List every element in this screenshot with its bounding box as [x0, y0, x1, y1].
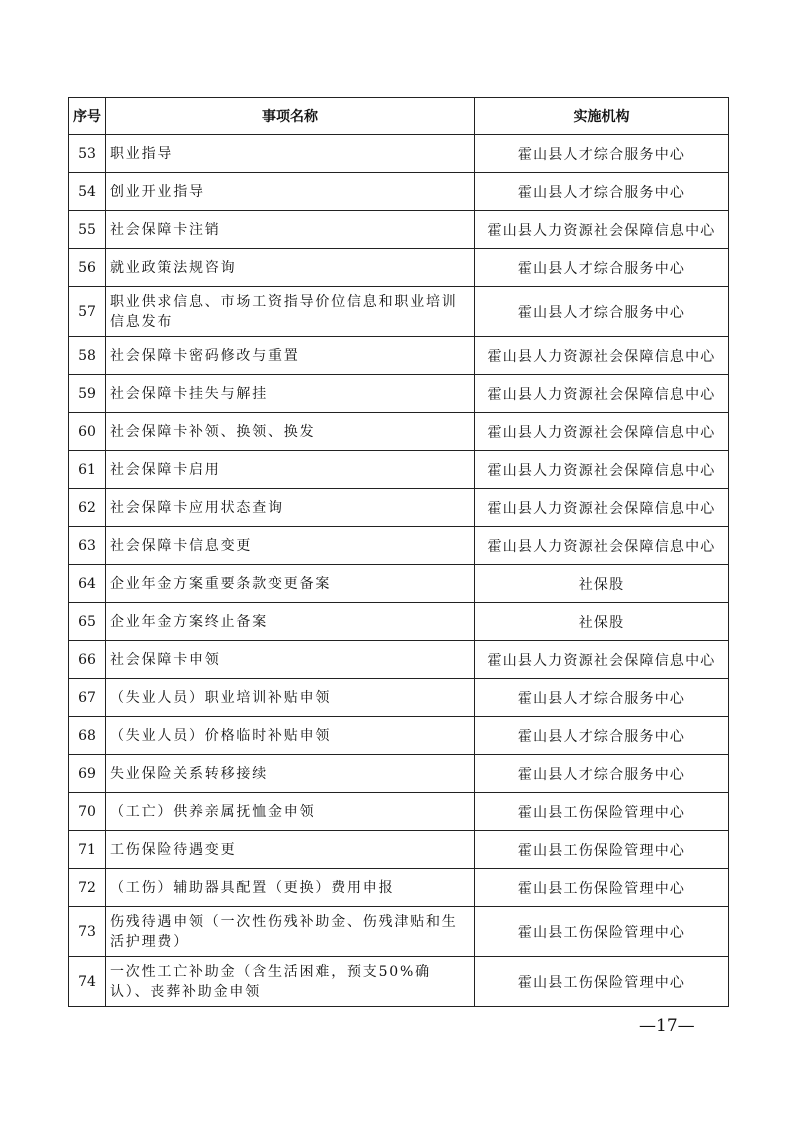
- cell-item-name: 社会保障卡应用状态查询: [106, 489, 475, 527]
- cell-implementing-agency: 霍山县工伤保险管理中心: [475, 907, 729, 957]
- cell-item-name: 社会保障卡申领: [106, 641, 475, 679]
- cell-serial-number: 74: [69, 957, 106, 1007]
- cell-implementing-agency: 霍山县人力资源社会保障信息中心: [475, 337, 729, 375]
- cell-item-name: 社会保障卡信息变更: [106, 527, 475, 565]
- cell-serial-number: 65: [69, 603, 106, 641]
- cell-implementing-agency: 霍山县工伤保险管理中心: [475, 793, 729, 831]
- cell-implementing-agency: 社保股: [475, 603, 729, 641]
- cell-item-name: 就业政策法规咨询: [106, 249, 475, 287]
- table-row: [69, 337, 729, 375]
- cell-item-name: 社会保障卡注销: [106, 211, 475, 249]
- table-row: [69, 603, 729, 641]
- cell-implementing-agency: 霍山县人力资源社会保障信息中心: [475, 527, 729, 565]
- cell-serial-number: 58: [69, 337, 106, 375]
- cell-item-name: 企业年金方案重要条款变更备案: [106, 565, 475, 603]
- cell-item-name: 社会保障卡补领、换领、换发: [106, 413, 475, 451]
- table-row: [69, 135, 729, 173]
- cell-implementing-agency: 霍山县人才综合服务中心: [475, 287, 729, 337]
- cell-serial-number: 62: [69, 489, 106, 527]
- cell-implementing-agency: 霍山县人力资源社会保障信息中心: [475, 413, 729, 451]
- cell-serial-number: 60: [69, 413, 106, 451]
- cell-serial-number: 70: [69, 793, 106, 831]
- table-row: [69, 717, 729, 755]
- cell-implementing-agency: 霍山县人力资源社会保障信息中心: [475, 451, 729, 489]
- services-table: [68, 97, 729, 1007]
- cell-implementing-agency: 霍山县工伤保险管理中心: [475, 869, 729, 907]
- cell-item-name: 职业供求信息、市场工资指导价位信息和职业培训信息发布: [106, 287, 475, 337]
- cell-serial-number: 73: [69, 907, 106, 957]
- page-number: —17—: [639, 1016, 695, 1036]
- cell-item-name: （工亡）供养亲属抚恤金申领: [106, 793, 475, 831]
- table-row: [69, 249, 729, 287]
- cell-serial-number: 66: [69, 641, 106, 679]
- table-row: [69, 375, 729, 413]
- cell-serial-number: 53: [69, 135, 106, 173]
- header-item-name: 事项名称: [106, 98, 475, 135]
- cell-serial-number: 54: [69, 173, 106, 211]
- cell-item-name: 创业开业指导: [106, 173, 475, 211]
- cell-serial-number: 69: [69, 755, 106, 793]
- cell-implementing-agency: 霍山县人才综合服务中心: [475, 717, 729, 755]
- table-row: [69, 211, 729, 249]
- cell-serial-number: 63: [69, 527, 106, 565]
- header-serial-number: 序号: [69, 98, 106, 135]
- cell-serial-number: 56: [69, 249, 106, 287]
- cell-serial-number: 64: [69, 565, 106, 603]
- cell-item-name: 失业保险关系转移接续: [106, 755, 475, 793]
- table-row: [69, 641, 729, 679]
- cell-implementing-agency: 社保股: [475, 565, 729, 603]
- cell-item-name: 社会保障卡挂失与解挂: [106, 375, 475, 413]
- cell-serial-number: 61: [69, 451, 106, 489]
- cell-implementing-agency: 霍山县人才综合服务中心: [475, 173, 729, 211]
- cell-serial-number: 71: [69, 831, 106, 869]
- cell-implementing-agency: 霍山县人力资源社会保障信息中心: [475, 375, 729, 413]
- table-row: [69, 527, 729, 565]
- cell-serial-number: 57: [69, 287, 106, 337]
- cell-item-name: （失业人员）职业培训补贴申领: [106, 679, 475, 717]
- cell-implementing-agency: 霍山县人力资源社会保障信息中心: [475, 641, 729, 679]
- table-row: [69, 957, 729, 1007]
- cell-item-name: 企业年金方案终止备案: [106, 603, 475, 641]
- table-row: [69, 755, 729, 793]
- table-row: [69, 565, 729, 603]
- cell-implementing-agency: 霍山县人才综合服务中心: [475, 135, 729, 173]
- table-row: [69, 287, 729, 337]
- table-row: [69, 793, 729, 831]
- table-row: [69, 489, 729, 527]
- cell-item-name: 社会保障卡启用: [106, 451, 475, 489]
- table-row: [69, 831, 729, 869]
- cell-item-name: 职业指导: [106, 135, 475, 173]
- cell-implementing-agency: 霍山县人力资源社会保障信息中心: [475, 211, 729, 249]
- table-row: [69, 869, 729, 907]
- table-row: [69, 413, 729, 451]
- table-row: [69, 679, 729, 717]
- cell-serial-number: 55: [69, 211, 106, 249]
- table-row: [69, 451, 729, 489]
- cell-implementing-agency: 霍山县人力资源社会保障信息中心: [475, 489, 729, 527]
- cell-serial-number: 67: [69, 679, 106, 717]
- cell-item-name: 工伤保险待遇变更: [106, 831, 475, 869]
- table-header-row: [69, 98, 729, 135]
- cell-item-name: 伤残待遇申领（一次性伤残补助金、伤残津贴和生活护理费）: [106, 907, 475, 957]
- cell-serial-number: 68: [69, 717, 106, 755]
- cell-item-name: （失业人员）价格临时补贴申领: [106, 717, 475, 755]
- cell-item-name: 社会保障卡密码修改与重置: [106, 337, 475, 375]
- cell-item-name: 一次性工亡补助金（含生活困难，预支50%确认）、丧葬补助金申领: [106, 957, 475, 1007]
- cell-implementing-agency: 霍山县工伤保险管理中心: [475, 957, 729, 1007]
- header-implementing-agency: 实施机构: [475, 98, 729, 135]
- cell-implementing-agency: 霍山县人才综合服务中心: [475, 755, 729, 793]
- table-row: [69, 907, 729, 957]
- cell-implementing-agency: 霍山县工伤保险管理中心: [475, 831, 729, 869]
- cell-serial-number: 72: [69, 869, 106, 907]
- cell-implementing-agency: 霍山县人才综合服务中心: [475, 679, 729, 717]
- cell-implementing-agency: 霍山县人才综合服务中心: [475, 249, 729, 287]
- table-row: [69, 173, 729, 211]
- cell-serial-number: 59: [69, 375, 106, 413]
- cell-item-name: （工伤）辅助器具配置（更换）费用申报: [106, 869, 475, 907]
